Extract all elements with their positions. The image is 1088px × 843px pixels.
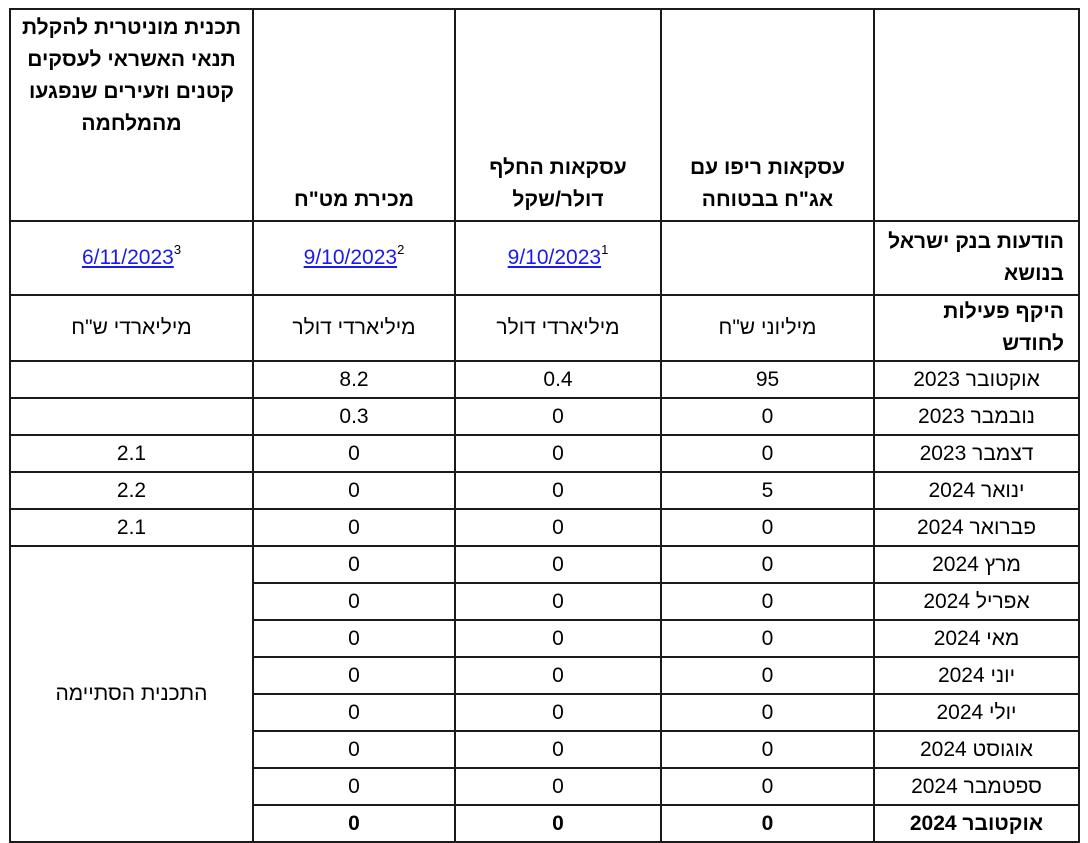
fx-cell: 0 — [253, 509, 455, 546]
repo-cell: 5 — [661, 472, 874, 509]
month-cell: מרץ 2024 — [874, 546, 1079, 583]
footnote-3: 3 — [173, 242, 182, 257]
month-cell: נובמבר 2023 — [874, 398, 1079, 435]
month-cell: דצמבר 2023 — [874, 435, 1079, 472]
fx-cell: 0 — [253, 657, 455, 694]
repo-cell: 0 — [661, 657, 874, 694]
plan-cell — [10, 398, 253, 435]
month-cell: פברואר 2024 — [874, 509, 1079, 546]
header-row — [10, 9, 1079, 221]
header-monetary-plan: תכנית מוניטרית להקלת תנאי האשראי לעסקים קטנים וזעירים שנפגעו מהמלחמה — [10, 9, 253, 221]
swap-cell: 0 — [455, 620, 661, 657]
month-cell: מאי 2024 — [874, 620, 1079, 657]
repo-cell: 95 — [661, 361, 874, 398]
swap-cell: 0 — [455, 472, 661, 509]
plan-cell: 2.1 — [10, 435, 253, 472]
repo-cell: 0 — [661, 546, 874, 583]
units-repo: מיליוני ש"ח — [661, 295, 874, 361]
fx-cell: 8.2 — [253, 361, 455, 398]
table-row — [10, 361, 1079, 398]
footnote-1: 1 — [601, 242, 609, 257]
month-cell: ספטמבר 2024 — [874, 768, 1079, 805]
swap-cell: 0 — [455, 694, 661, 731]
table-row — [10, 509, 1079, 546]
fx-cell: 0 — [253, 472, 455, 509]
table-row — [10, 472, 1079, 509]
fx-announcement-link[interactable]: 9/10/2023 — [303, 246, 398, 269]
plan-cell — [10, 361, 253, 398]
swap-announcement-link[interactable]: 9/10/2023 — [507, 246, 602, 269]
announcement-repo-empty — [661, 221, 874, 295]
table-row — [10, 398, 1079, 435]
swap-cell: 0 — [455, 546, 661, 583]
units-swap: מיליארדי דולר — [455, 295, 661, 361]
units-label: היקף פעילות לחודש — [874, 295, 1079, 361]
repo-cell: 0 — [661, 620, 874, 657]
fx-cell: 0 — [253, 768, 455, 805]
fx-cell: 0.3 — [253, 398, 455, 435]
repo-cell: 0 — [661, 805, 874, 842]
fx-cell: 0 — [253, 620, 455, 657]
swap-cell: 0.4 — [455, 361, 661, 398]
month-cell: יולי 2024 — [874, 694, 1079, 731]
announcement-swap — [455, 221, 661, 295]
swap-cell: 0 — [455, 731, 661, 768]
bank-of-israel-activity-table — [9, 8, 1080, 843]
table-row — [10, 435, 1079, 472]
swap-cell: 0 — [455, 435, 661, 472]
month-cell: יוני 2024 — [874, 657, 1079, 694]
units-fx-sale: מיליארדי דולר — [253, 295, 455, 361]
repo-cell: 0 — [661, 694, 874, 731]
table-row — [10, 546, 1079, 583]
units-row — [10, 295, 1079, 361]
month-cell: ינואר 2024 — [874, 472, 1079, 509]
header-empty-cell — [874, 9, 1079, 221]
month-cell: אוגוסט 2024 — [874, 731, 1079, 768]
repo-cell: 0 — [661, 509, 874, 546]
fx-cell: 0 — [253, 731, 455, 768]
plan-cell: 2.2 — [10, 472, 253, 509]
plan-announcement-link[interactable]: 6/11/2023 — [81, 246, 174, 269]
swap-cell: 0 — [455, 657, 661, 694]
swap-cell: 0 — [455, 768, 661, 805]
announcements-label: הודעות בנק ישראל בנושא — [874, 221, 1079, 295]
repo-cell: 0 — [661, 583, 874, 620]
swap-cell: 0 — [455, 398, 661, 435]
announcement-fx — [253, 221, 455, 295]
repo-cell: 0 — [661, 768, 874, 805]
repo-cell: 0 — [661, 435, 874, 472]
swap-cell: 0 — [455, 805, 661, 842]
month-cell: אוקטובר 2024 — [874, 805, 1079, 842]
month-cell: אוקטובר 2023 — [874, 361, 1079, 398]
fx-cell: 0 — [253, 805, 455, 842]
units-monetary-plan: מיליארדי ש"ח — [10, 295, 253, 361]
announcement-plan — [10, 221, 253, 295]
fx-cell: 0 — [253, 435, 455, 472]
swap-cell: 0 — [455, 583, 661, 620]
announcements-row — [10, 221, 1079, 295]
fx-cell: 0 — [253, 694, 455, 731]
footnote-2: 2 — [397, 242, 405, 257]
fx-cell: 0 — [253, 546, 455, 583]
repo-cell: 0 — [661, 731, 874, 768]
plan-cell: 2.1 — [10, 509, 253, 546]
swap-cell: 0 — [455, 509, 661, 546]
repo-cell: 0 — [661, 398, 874, 435]
fx-cell: 0 — [253, 583, 455, 620]
header-repo: עסקאות ריפו עם אג"ח בבטוחה — [661, 9, 874, 221]
month-cell: אפריל 2024 — [874, 583, 1079, 620]
header-fx-sale: מכירת מט"ח — [253, 9, 455, 221]
plan-ended-cell: התכנית הסתיימה — [10, 546, 253, 842]
header-swap: עסקאות החלף דולר/שקל — [455, 9, 661, 221]
